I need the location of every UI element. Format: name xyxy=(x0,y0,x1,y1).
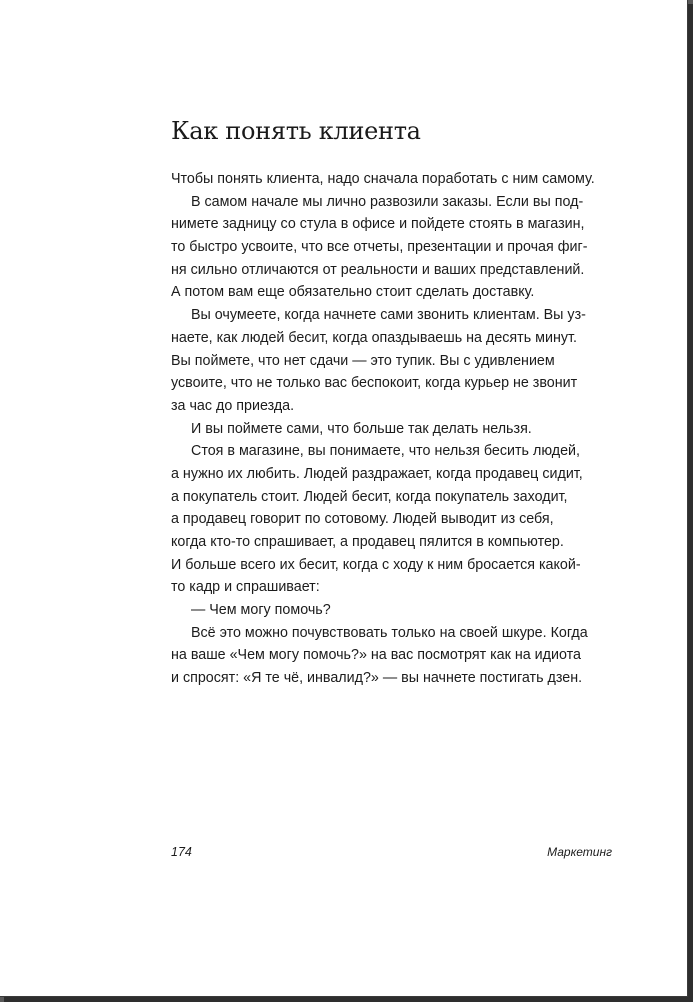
text-line: И вы поймете сами, что больше так делать нельзя. xyxy=(191,420,532,437)
text-line: а нужно их любить. Людей раздражает, когда продавец сидит, xyxy=(171,465,583,482)
text-line: то кадр и спрашивает: xyxy=(171,579,320,596)
page-shadow-bottom xyxy=(4,997,693,1002)
chapter-heading: Как понять клиента xyxy=(171,117,421,145)
text-line: то быстро усвоите, что все отчеты, презентации и прочая фиг- xyxy=(171,239,588,256)
text-line: Вы поймете, что нет сдачи — это тупик. Вы с удивлением xyxy=(171,352,555,369)
text-line: наете, как людей бесит, когда опаздываешь на десять минут. xyxy=(171,329,577,346)
body-text xyxy=(171,168,621,690)
text-line: Всё это можно почувствовать только на своей шкуре. Когда xyxy=(191,624,588,641)
text-line: а продавец говорит по сотовому. Людей выводит из себя, xyxy=(171,511,554,528)
dialogue-line: — Чем могу помочь? xyxy=(191,602,331,619)
text-line: на ваше «Чем могу помочь?» на вас посмотрят как на идиота xyxy=(171,647,581,664)
text-line: В самом начале мы лично развозили заказы. Если вы под- xyxy=(191,193,584,210)
text-line: усвоите, что не только вас беспокоит, когда курьер не звонит xyxy=(171,375,578,392)
text-line: а покупатель стоит. Людей бесит, когда покупатель заходит, xyxy=(171,488,568,505)
text-line: когда кто-то спрашивает, а продавец пялится в компьютер. xyxy=(171,534,564,550)
page-number: 174 xyxy=(171,845,192,859)
text-line: Вы очумеете, когда начнете сами звонить клиентам. Вы уз- xyxy=(191,307,586,324)
text-line: ня сильно отличаются от реальности и ваших представлений. xyxy=(171,261,585,278)
text-line: А потом вам еще обязательно стоит сделать доставку. xyxy=(171,284,535,301)
text-line: Стоя в магазине, вы понимаете, что нельзя бесить людей, xyxy=(191,443,580,460)
text-line: Чтобы понять клиента, надо сначала поработать с ним самому. xyxy=(171,171,595,187)
text-line: за час до приезда. xyxy=(171,397,295,414)
text-line: И больше всего их бесит, когда с ходу к ним бросается какой- xyxy=(171,556,581,573)
running-title: Маркетинг xyxy=(547,845,612,859)
text-line: и спросят: «Я те чё, инвалид?» — вы начнете постигать дзен. xyxy=(171,670,583,687)
page-shadow-right xyxy=(688,4,693,1002)
text-line: нимете задницу со стула в офисе и пойдете стоять в магазин, xyxy=(171,216,585,233)
